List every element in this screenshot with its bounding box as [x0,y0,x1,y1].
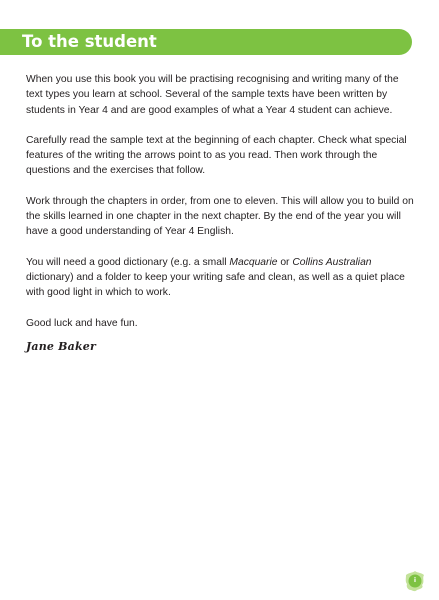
dictionary-name-collins: Collins Australian [292,256,372,268]
page-title: To the student [22,32,157,51]
paragraph-good-luck: Good luck and have fun. [26,317,138,329]
body-text [26,72,416,346]
dictionary-name-macquarie: Macquarie [229,256,278,268]
author-signature: Jane Baker [26,340,96,353]
paragraph-intro: When you use this book you will be practising recognising and writing many of the text types you learn at school. Several of the sample texts have been written by students in Year 4 and are good examples of what a Year 4 student can achieve. [26,74,399,116]
materials-text-or: or [277,256,293,268]
page-number: i [413,576,417,584]
paragraph-chapter-order: Work through the chapters in order, from one to eleven. This will allow you to build on the skills learned in one chapter in the next chapter. By the end of the year you will have a good understanding of Year 4 English. [26,195,414,238]
section-header-band [0,29,412,55]
materials-text-1: You will need a good dictionary (e.g. a small [26,256,230,268]
paragraph-sample-text: Carefully read the sample text at the beginning of each chapter. Check what special features of the writing the arrows point to as you read. Then work through the questions and the exercises that follow. [26,134,407,177]
page-number-badge [403,569,427,593]
paragraph-materials [26,255,416,301]
materials-text-2: dictionary) and a folder to keep your writing safe and clean, as well as a quiet place with good light in which to work. [26,271,405,299]
